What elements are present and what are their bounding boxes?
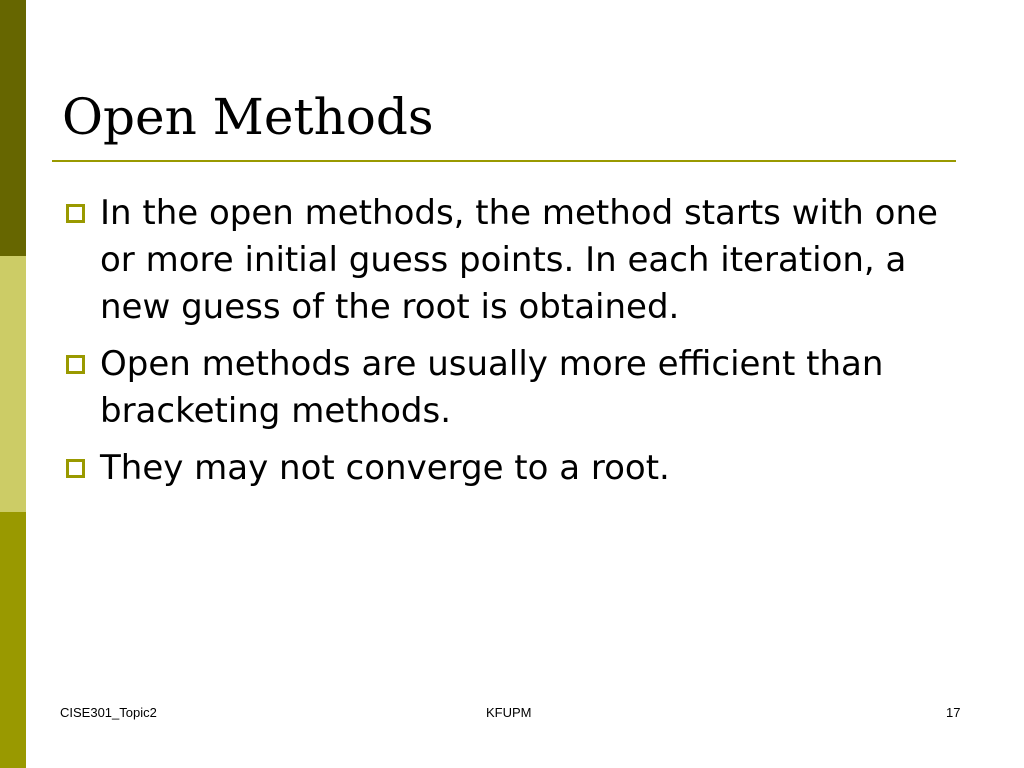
bullet-text: They may not converge to a root. — [100, 448, 670, 488]
side-bar-light-segment — [0, 256, 26, 512]
hollow-square-icon — [66, 204, 85, 223]
slide-title: Open Methods — [62, 88, 434, 146]
footer-course-label: CISE301_Topic2 — [60, 705, 157, 720]
hollow-square-icon — [66, 355, 85, 374]
bullet-item — [62, 341, 942, 435]
bullet-item — [62, 190, 942, 331]
title-divider — [52, 160, 956, 162]
hollow-square-icon — [66, 459, 85, 478]
side-bar-olive-segment — [0, 512, 26, 768]
footer-institution-label: KFUPM — [486, 705, 532, 720]
bullet-item — [62, 445, 942, 492]
side-bar-dark-segment — [0, 0, 26, 256]
bullet-text: Open methods are usually more efficient than bracketing methods. — [100, 344, 884, 431]
footer-page-number: 17 — [946, 705, 961, 720]
bullet-text: In the open methods, the method starts with one or more initial guess points. In each iteration, a new guess of the root is obtained. — [100, 193, 938, 327]
bullet-list — [62, 190, 942, 502]
